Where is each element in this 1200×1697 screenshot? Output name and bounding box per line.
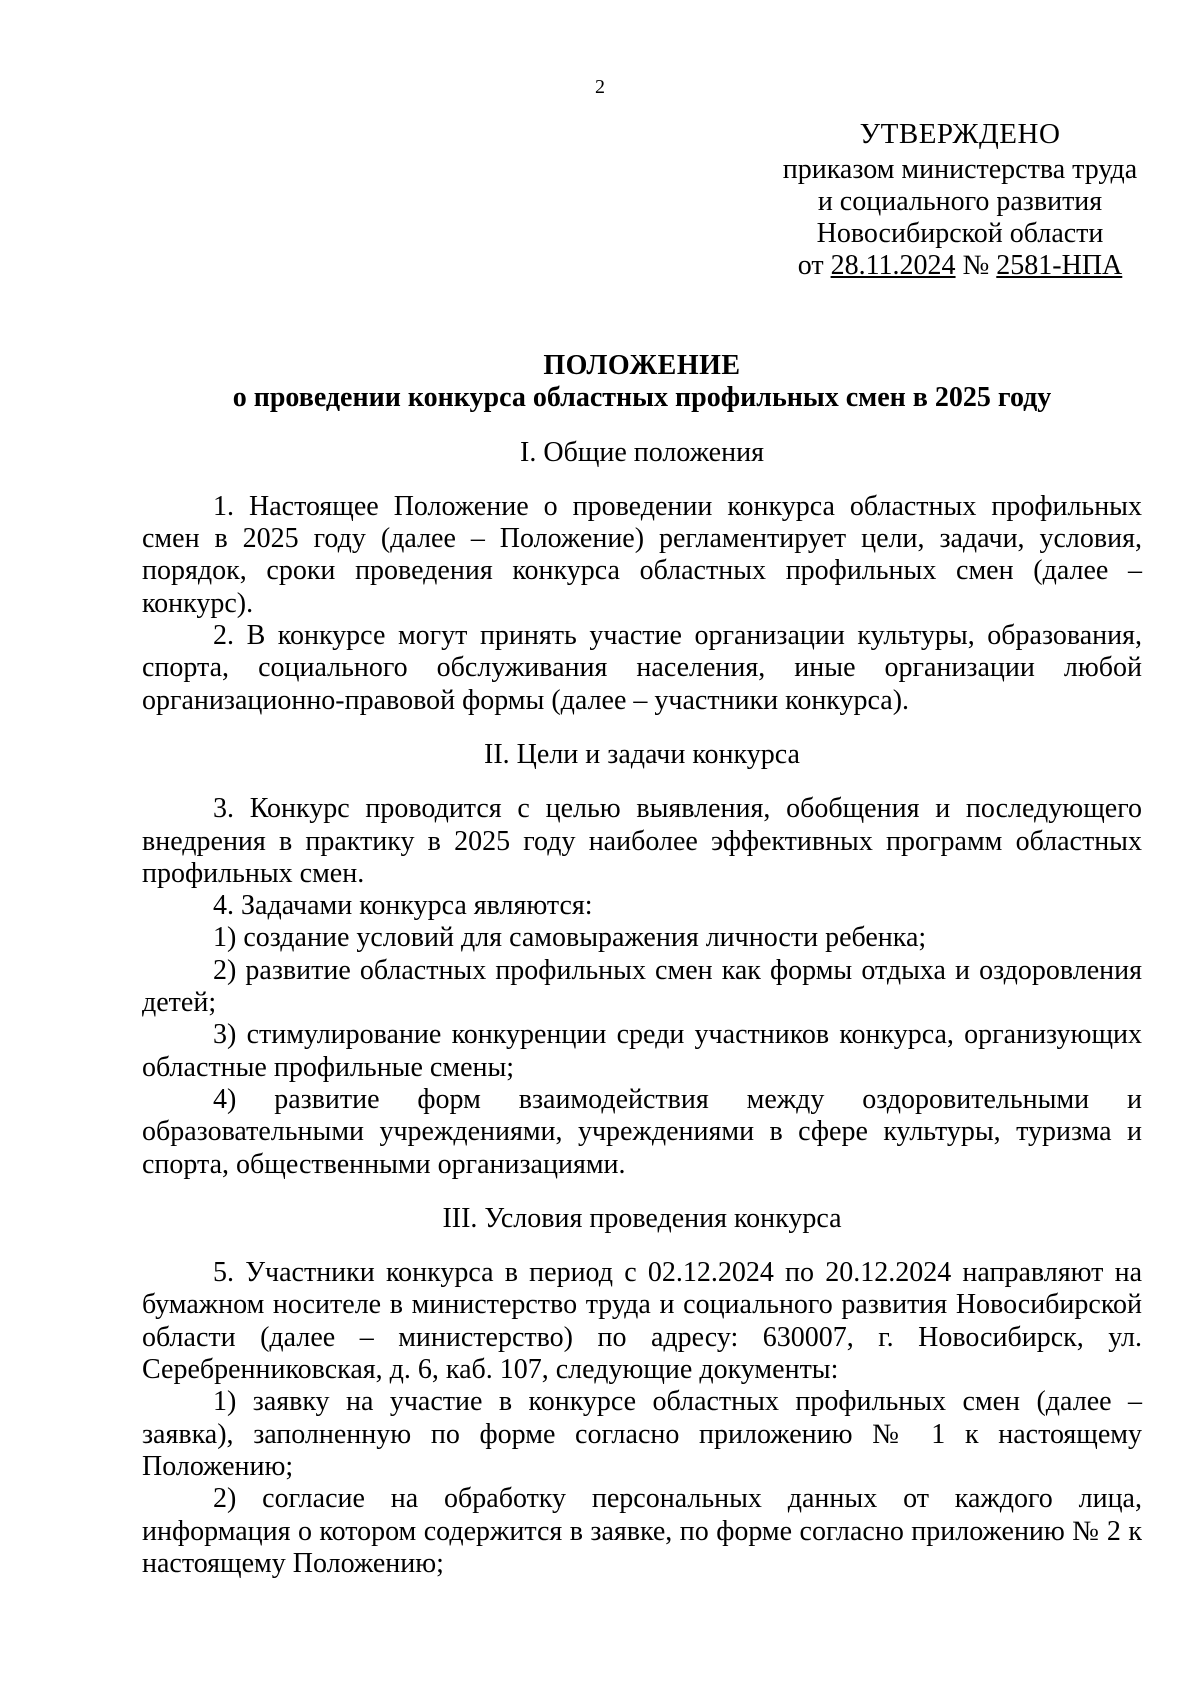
- approval-heading: УТВЕРЖДЕНО: [859, 118, 1061, 150]
- paragraph: 4. Задачами конкурса являются:: [213, 890, 593, 922]
- approval-number: 2581-НПА: [996, 250, 1123, 281]
- approval-line-2: и социального развития: [817, 186, 1103, 217]
- approval-from-prefix: от: [797, 250, 824, 281]
- list-item: 4) развитие форм взаимодействия между оздоровительными и образовательными учреждениями, учреждениями в сфере культуры, туризма и спорта, общественными организациями.: [142, 1083, 1142, 1180]
- paragraph: 1. Настоящее Положение о проведении конкурса областных профильных смен в 2025 году (далее – Положение) регламентирует цели, задачи, условия, порядок, сроки проведения конкурса областных профильных смен (далее – конкурс).: [142, 490, 1142, 619]
- list-item: 3) стимулирование конкуренции среди участников конкурса, организующих областные профильные смены;: [142, 1019, 1142, 1083]
- list-item: 1) заявку на участие в конкурсе областных профильных смен (далее – заявка), заполненную по форме согласно приложению № 1 к настоящему Положению;: [142, 1386, 1142, 1482]
- approval-line-1: приказом министерства труда: [782, 154, 1138, 185]
- paragraph: 3. Конкурс проводится с целью выявления, обобщения и последующего внедрения в практику в 2025 году наиболее эффективных программ областных профильных смен.: [142, 793, 1142, 889]
- approval-stamp: [780, 118, 1140, 282]
- approval-order-line: [780, 250, 1140, 282]
- section-heading: III. Условия проведения конкурса: [442, 1202, 842, 1234]
- approval-line-3: Новосибирской области: [816, 218, 1104, 249]
- section-heading: II. Цели и задачи конкурса: [484, 738, 800, 770]
- document-body: [142, 350, 1142, 1580]
- list-item: 1) создание условий для самовыражения личности ребенка;: [213, 922, 927, 954]
- paragraph: 5. Участники конкурса в период с 02.12.2024 по 20.12.2024 направляют на бумажном носителе в министерство труда и социального развития Новосибирской области (далее – министерство) по адресу: 630007, г. Новосибирск, ул. Серебренниковская, д. 6, каб. 107, следующие документы:: [142, 1257, 1142, 1386]
- section-heading: I. Общие положения: [520, 436, 764, 468]
- page-number: 2: [595, 76, 605, 98]
- paragraph: 2. В конкурсе могут принять участие организации культуры, образования, спорта, социального обслуживания населения, иные организации любой организационно-правовой формы (далее – участники конкурса).: [142, 620, 1142, 716]
- document-title: ПОЛОЖЕНИЕ: [543, 350, 741, 381]
- document-subtitle: о проведении конкурса областных профильных смен в 2025 году: [232, 382, 1052, 414]
- approval-number-sign: №: [962, 250, 990, 281]
- approval-date: 28.11.2024: [830, 250, 956, 281]
- list-item: 2) развитие областных профильных смен как формы отдыха и оздоровления детей;: [142, 954, 1142, 1019]
- list-item: 2) согласие на обработку персональных данных от каждого лица, информация о котором содержится в заявке, по форме согласно приложению № 2 к настоящему Положению;: [142, 1483, 1142, 1579]
